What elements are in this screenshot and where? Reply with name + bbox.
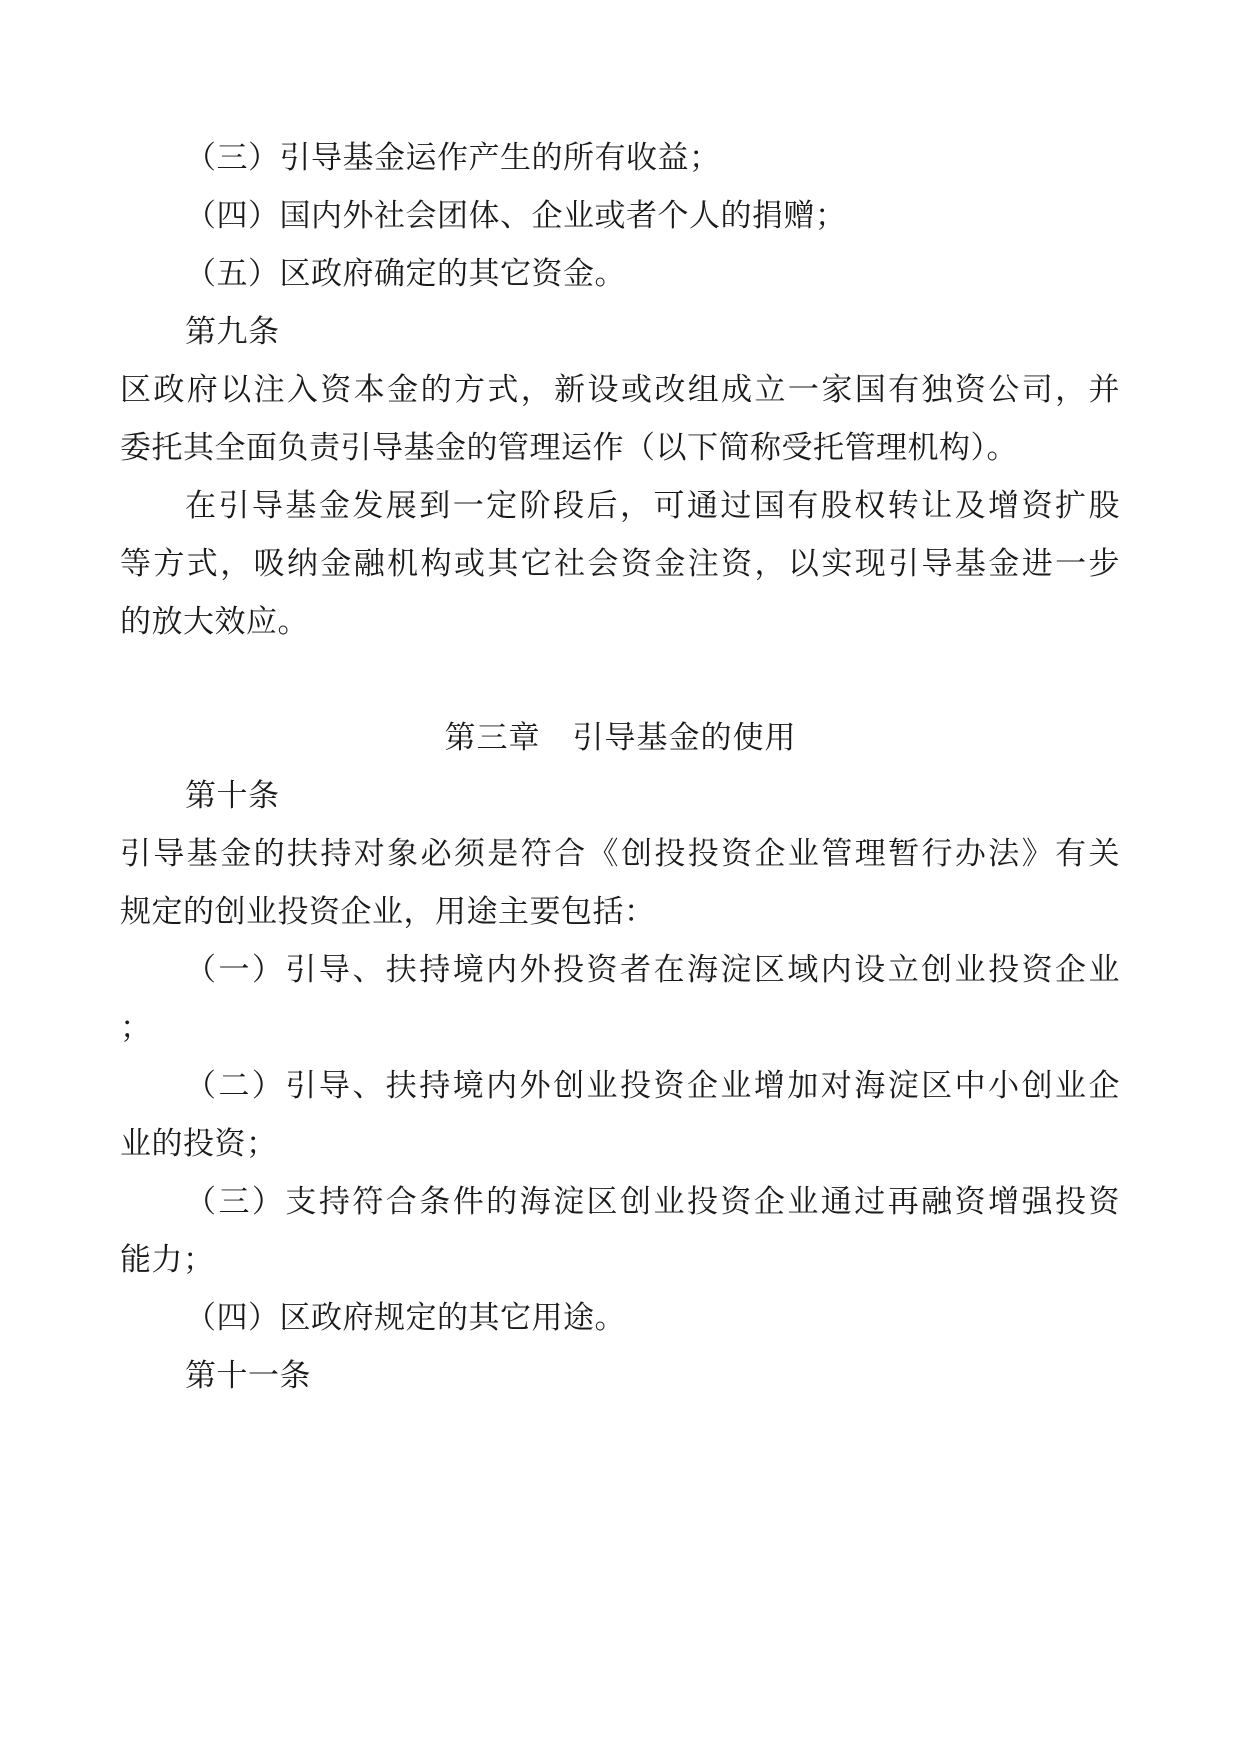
article-10-item-3-line-2: 能力； <box>120 1242 215 1278</box>
chapter-3-heading: 第三章 引导基金的使用 <box>444 720 797 756</box>
paragraph-item-5-other-funds: （五）区政府确定的其它资金。 <box>185 256 626 292</box>
article-9-paragraph-2-line-2: 等方式，吸纳金融机构或其它社会资金注资，以实现引导基金进一步 <box>120 546 1120 582</box>
article-9-title: 第九条 <box>185 314 280 350</box>
paragraph-item-3-income: （三）引导基金运作产生的所有收益； <box>185 140 721 176</box>
article-9-body-line-1: 区政府以注入资本金的方式，新设或改组成立一家国有独资公司，并 <box>120 372 1120 408</box>
article-10-item-4: （四）区政府规定的其它用途。 <box>185 1300 626 1336</box>
article-10-item-2-line-2: 业的投资； <box>120 1126 278 1162</box>
paragraph-item-4-donations: （四）国内外社会团体、企业或者个人的捐赠； <box>185 198 847 234</box>
article-10-item-1-line-1: （一）引导、扶持境内外投资者在海淀区域内设立创业投资企业 <box>185 952 1120 988</box>
article-9-paragraph-2-line-3: 的放大效应。 <box>120 604 309 640</box>
article-10-item-3-line-1: （三）支持符合条件的海淀区创业投资企业通过再融资增强投资 <box>185 1184 1120 1220</box>
article-11-title: 第十一条 <box>185 1358 311 1394</box>
article-9-paragraph-2-line-1: 在引导基金发展到一定阶段后，可通过国有股权转让及增资扩股 <box>185 488 1120 524</box>
article-10-body-line-1: 引导基金的扶持对象必须是符合《创投投资企业管理暂行办法》有关 <box>120 836 1120 872</box>
article-10-item-2-line-1: （二）引导、扶持境内外创业投资企业增加对海淀区中小创业企 <box>185 1068 1120 1104</box>
article-9-body-line-2: 委托其全面负责引导基金的管理运作（以下简称受托管理机构）。 <box>120 430 1018 466</box>
article-10-body-line-2: 规定的创业投资企业，用途主要包括： <box>120 894 656 930</box>
article-10-title: 第十条 <box>185 778 280 814</box>
article-10-item-1-line-2: ； <box>120 1010 152 1046</box>
